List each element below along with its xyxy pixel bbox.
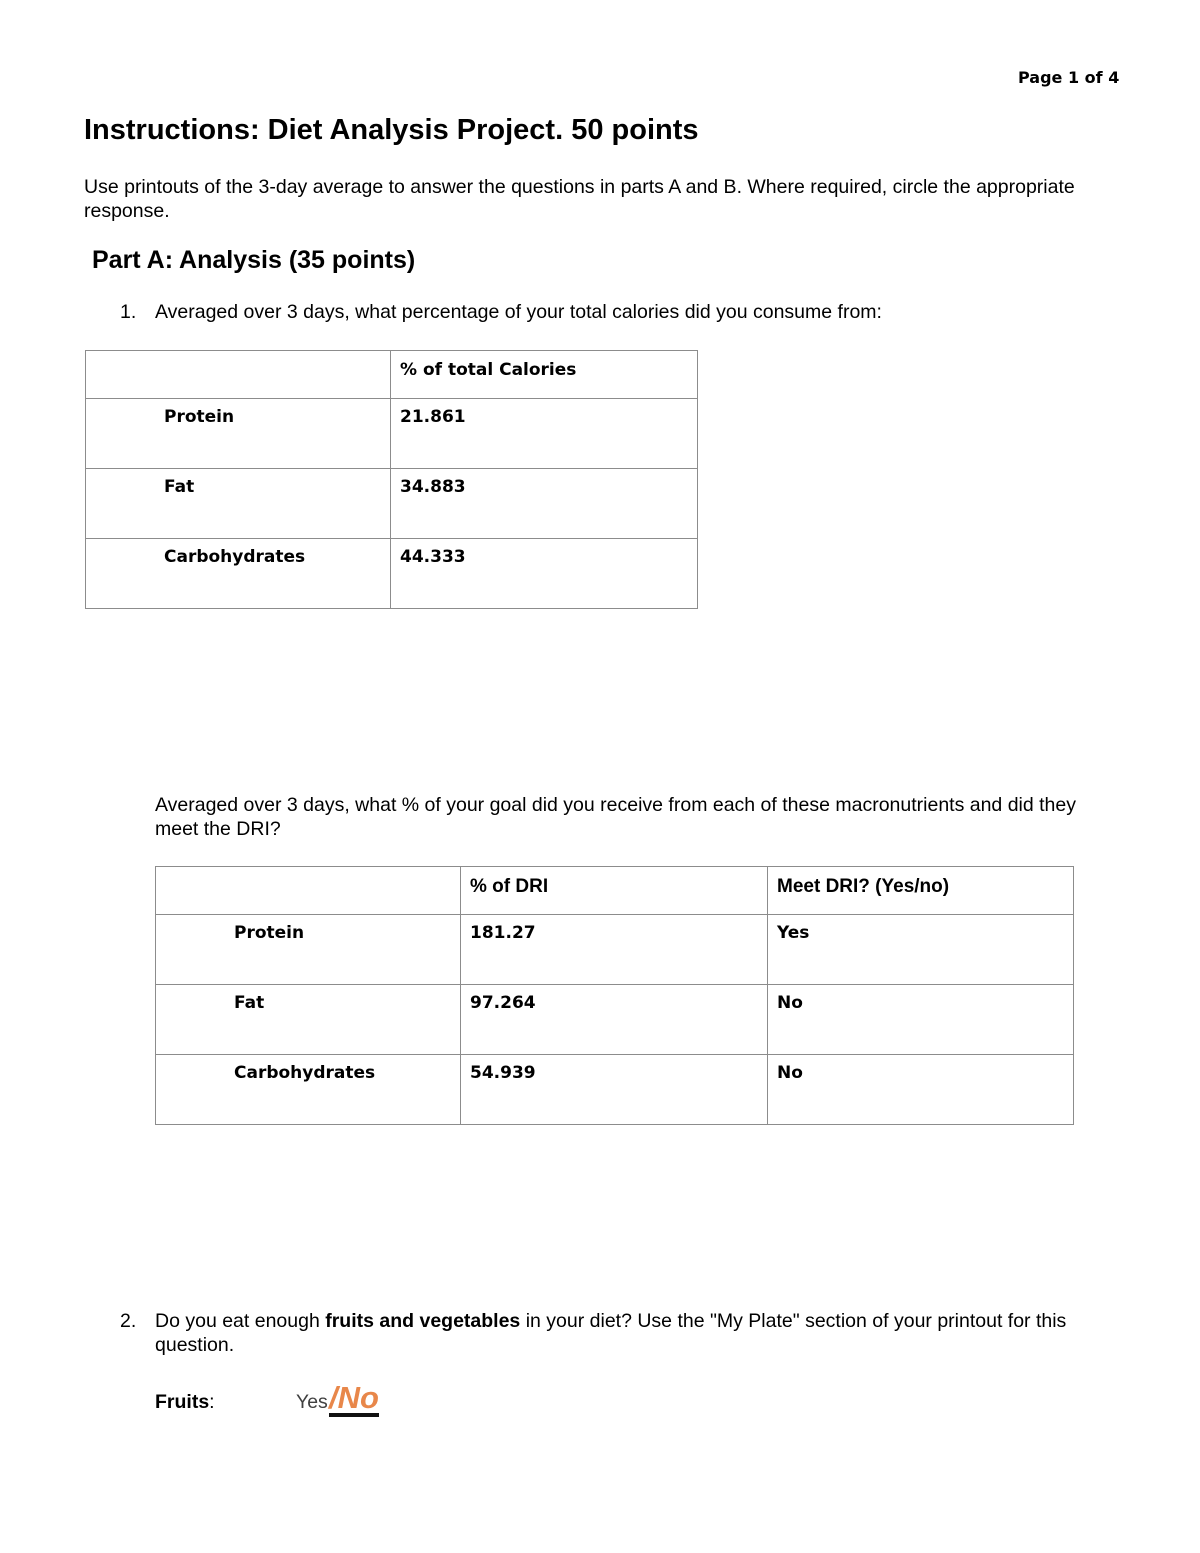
fat-meet-dri: No: [768, 985, 1074, 1055]
calories-table: [85, 350, 698, 609]
dri-table: [155, 866, 1074, 1125]
page-number: Page 1 of 4: [1018, 68, 1120, 87]
table-row: [86, 539, 698, 609]
header-cell-percent-calories: % of total Calories: [391, 351, 698, 399]
row-label-fat: Fat: [156, 985, 461, 1055]
question-1-text: Averaged over 3 days, what percentage of your total calories did you consume from:: [155, 301, 882, 323]
fruits-label: Fruits: [155, 1391, 210, 1413]
carbohydrates-meet-dri: No: [768, 1055, 1074, 1125]
table-row: [156, 915, 1074, 985]
row-label-protein: Protein: [156, 915, 461, 985]
header-cell-percent-dri: % of DRI: [461, 867, 768, 915]
row-label-fat: Fat: [86, 469, 391, 539]
row-label-carbohydrates: Carbohydrates: [86, 539, 391, 609]
protein-meet-dri: Yes: [768, 915, 1074, 985]
question-1-number: 1.: [120, 301, 137, 323]
question-2-number: 2.: [120, 1310, 137, 1332]
header-cell-meet-dri: Meet DRI? (Yes/no): [768, 867, 1074, 915]
protein-calorie-percent: 21.861: [391, 399, 698, 469]
fruits-no-answer: /No: [329, 1380, 379, 1415]
table-header-row: [156, 867, 1074, 915]
fruits-answer-row: [155, 1380, 379, 1415]
carbohydrates-dri-percent: 54.939: [461, 1055, 768, 1125]
table-row: [86, 399, 698, 469]
question-2-text-end: in your diet? Use the "My Plate" section of your printout for this question.: [155, 1310, 1067, 1356]
part-a-heading: Part A: Analysis (35 points): [92, 246, 416, 274]
table-row: [156, 985, 1074, 1055]
question-2-text-start: Do you eat enough: [155, 1310, 326, 1332]
fat-calorie-percent: 34.883: [391, 469, 698, 539]
table-row: [156, 1055, 1074, 1125]
row-label-carbohydrates: Carbohydrates: [156, 1055, 461, 1125]
fruits-yes-option: Yes: [296, 1391, 328, 1413]
question-2-emphasis: fruits and vegetables: [325, 1310, 521, 1332]
table-header-row: [86, 351, 698, 399]
document-title: Instructions: Diet Analysis Project. 50 points: [84, 114, 699, 146]
fruits-colon: :: [209, 1391, 215, 1413]
row-label-protein: Protein: [86, 399, 391, 469]
carbohydrates-calorie-percent: 44.333: [391, 539, 698, 609]
intro-paragraph: Use printouts of the 3-day average to answer the questions in parts A and B. Where required, circle the appropriate response.: [84, 176, 1075, 222]
question-2-text: [155, 1309, 1110, 1357]
question-1b-text: Averaged over 3 days, what % of your goal did you receive from each of these macronutrients and did they meet the DRI?: [155, 794, 1076, 840]
table-row: [86, 469, 698, 539]
header-cell-empty: [86, 351, 391, 399]
header-cell-empty: [156, 867, 461, 915]
protein-dri-percent: 181.27: [461, 915, 768, 985]
fat-dri-percent: 97.264: [461, 985, 768, 1055]
